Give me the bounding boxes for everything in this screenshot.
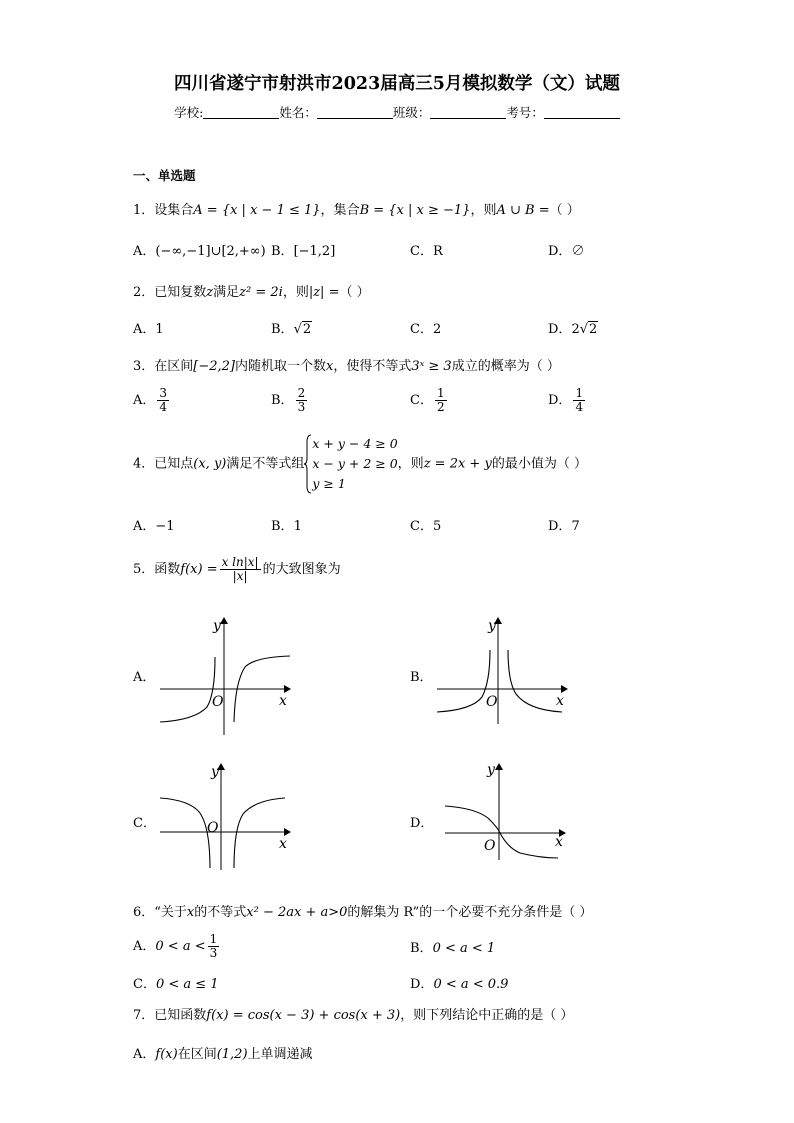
class-blank[interactable]	[430, 106, 506, 119]
q3-option-b[interactable]: B． $\frac{2}{3}$	[271, 386, 306, 414]
q2-option-a[interactable]: A．1	[133, 322, 164, 337]
q6-option-c[interactable]: C．0 < a ≤ 1	[133, 977, 219, 992]
curve-left	[160, 798, 210, 868]
question-3: 3．在区间[−2,2]内随机取一个数x，使得不等式3ˣ ≥ 3成立的概率为（ ）	[133, 359, 560, 374]
q2-option-d[interactable]: D．2√2	[548, 322, 598, 337]
svg-text:O: O	[207, 820, 219, 836]
q5-option-a[interactable]: A．	[133, 670, 156, 685]
q1-option-d[interactable]: D．∅	[548, 244, 585, 259]
q5-option-d[interactable]: D．	[410, 816, 434, 831]
x-label: x	[279, 693, 287, 709]
q2-option-b[interactable]: B．√2	[271, 322, 312, 337]
q3-option-a[interactable]: A． $\frac{3}{4}$	[133, 386, 168, 414]
svg-text:x: x	[279, 836, 287, 852]
question-2: 2．已知复数z满足z² = 2i，则|z| =（ ）	[133, 285, 370, 300]
svg-text:x: x	[555, 834, 563, 850]
question-5: 5．函数f(x) = $\frac{\text{x ln|x|}}{|x|}$ 的大致图象为	[133, 555, 341, 583]
svg-text:x: x	[556, 693, 564, 709]
question-1: 1．设集合A = {x | x − 1 ≤ 1}，集合B = {x | x ≥ −1}，则A ∪ B =（ ）	[133, 203, 580, 218]
question-4: 4．已知点(x, y)满足不等式组 x + y − 4 ≥ 0 x − y + 2 ≥ 0 y ≥ 1 ，则z = 2x + y的最小值为（ ）	[133, 434, 587, 494]
school-blank[interactable]	[203, 106, 279, 119]
q2-option-c[interactable]: C．2	[410, 322, 442, 337]
graph-c	[155, 758, 295, 873]
y-label: y	[213, 618, 221, 634]
svg-text:O: O	[486, 694, 498, 710]
q6-option-d[interactable]: D．0 < a < 0.9	[410, 977, 509, 992]
svg-text:y: y	[488, 618, 496, 634]
exam-no-blank[interactable]	[544, 106, 620, 119]
class-label: 班级：	[392, 105, 431, 120]
student-info	[0, 103, 794, 121]
q7-option-a[interactable]: A．f(x)在区间(1,2)上单调递减	[133, 1047, 313, 1062]
exam-no-label: 考号：	[506, 105, 544, 120]
q1-option-a[interactable]: A．(−∞,−1]∪[2,+∞)	[133, 244, 266, 259]
q3-option-c[interactable]: C． $\frac{1}{2}$	[410, 386, 445, 414]
graph-b	[432, 612, 572, 732]
school-label: 学校:	[174, 105, 204, 120]
q4-option-b[interactable]: B．1	[271, 519, 302, 534]
curve-right	[234, 798, 285, 868]
q1-option-c[interactable]: C．R	[410, 244, 443, 259]
q6-option-a[interactable]: A．0 < a < $\frac{1}{3}$	[133, 932, 218, 960]
page-title: 四川省遂宁市射洪市2023届高三5月模拟数学（文）试题	[174, 74, 620, 94]
svg-text:y: y	[211, 764, 219, 780]
q3-option-d[interactable]: D． $\frac{1}{4}$	[548, 386, 584, 414]
q1-option-b[interactable]: B．[−1,2]	[271, 244, 336, 259]
q4-option-a[interactable]: A．−1	[133, 519, 175, 534]
question-6: 6．“关于x的不等式x² − 2ax + a>0的解集为 R”的一个必要不充分条件是（ ）	[133, 905, 593, 920]
name-blank[interactable]	[317, 106, 393, 119]
inequality-system: x + y − 4 ≥ 0 x − y + 2 ≥ 0 y ≥ 1	[304, 434, 397, 494]
section-heading: 一、单选题	[133, 168, 196, 183]
origin-label: O	[212, 694, 224, 710]
svg-text:y: y	[487, 762, 495, 778]
curve	[445, 806, 558, 858]
curve-right	[508, 650, 562, 712]
name-label: 姓名：	[279, 105, 317, 120]
graph-a	[155, 612, 295, 737]
question-7: 7．已知函数f(x) = cos(x − 3) + cos(x + 3)，则下列结论中正确的是（ ）	[133, 1008, 574, 1023]
q4-option-c[interactable]: C．5	[410, 519, 442, 534]
q5-option-b[interactable]: B．	[410, 670, 433, 685]
q5-option-c[interactable]: C．	[133, 816, 156, 831]
svg-text:O: O	[484, 838, 496, 854]
graph-d	[440, 758, 580, 863]
curve-left	[437, 650, 490, 712]
q6-option-b[interactable]: B．0 < a < 1	[410, 941, 496, 956]
q4-option-d[interactable]: D．7	[548, 519, 580, 534]
